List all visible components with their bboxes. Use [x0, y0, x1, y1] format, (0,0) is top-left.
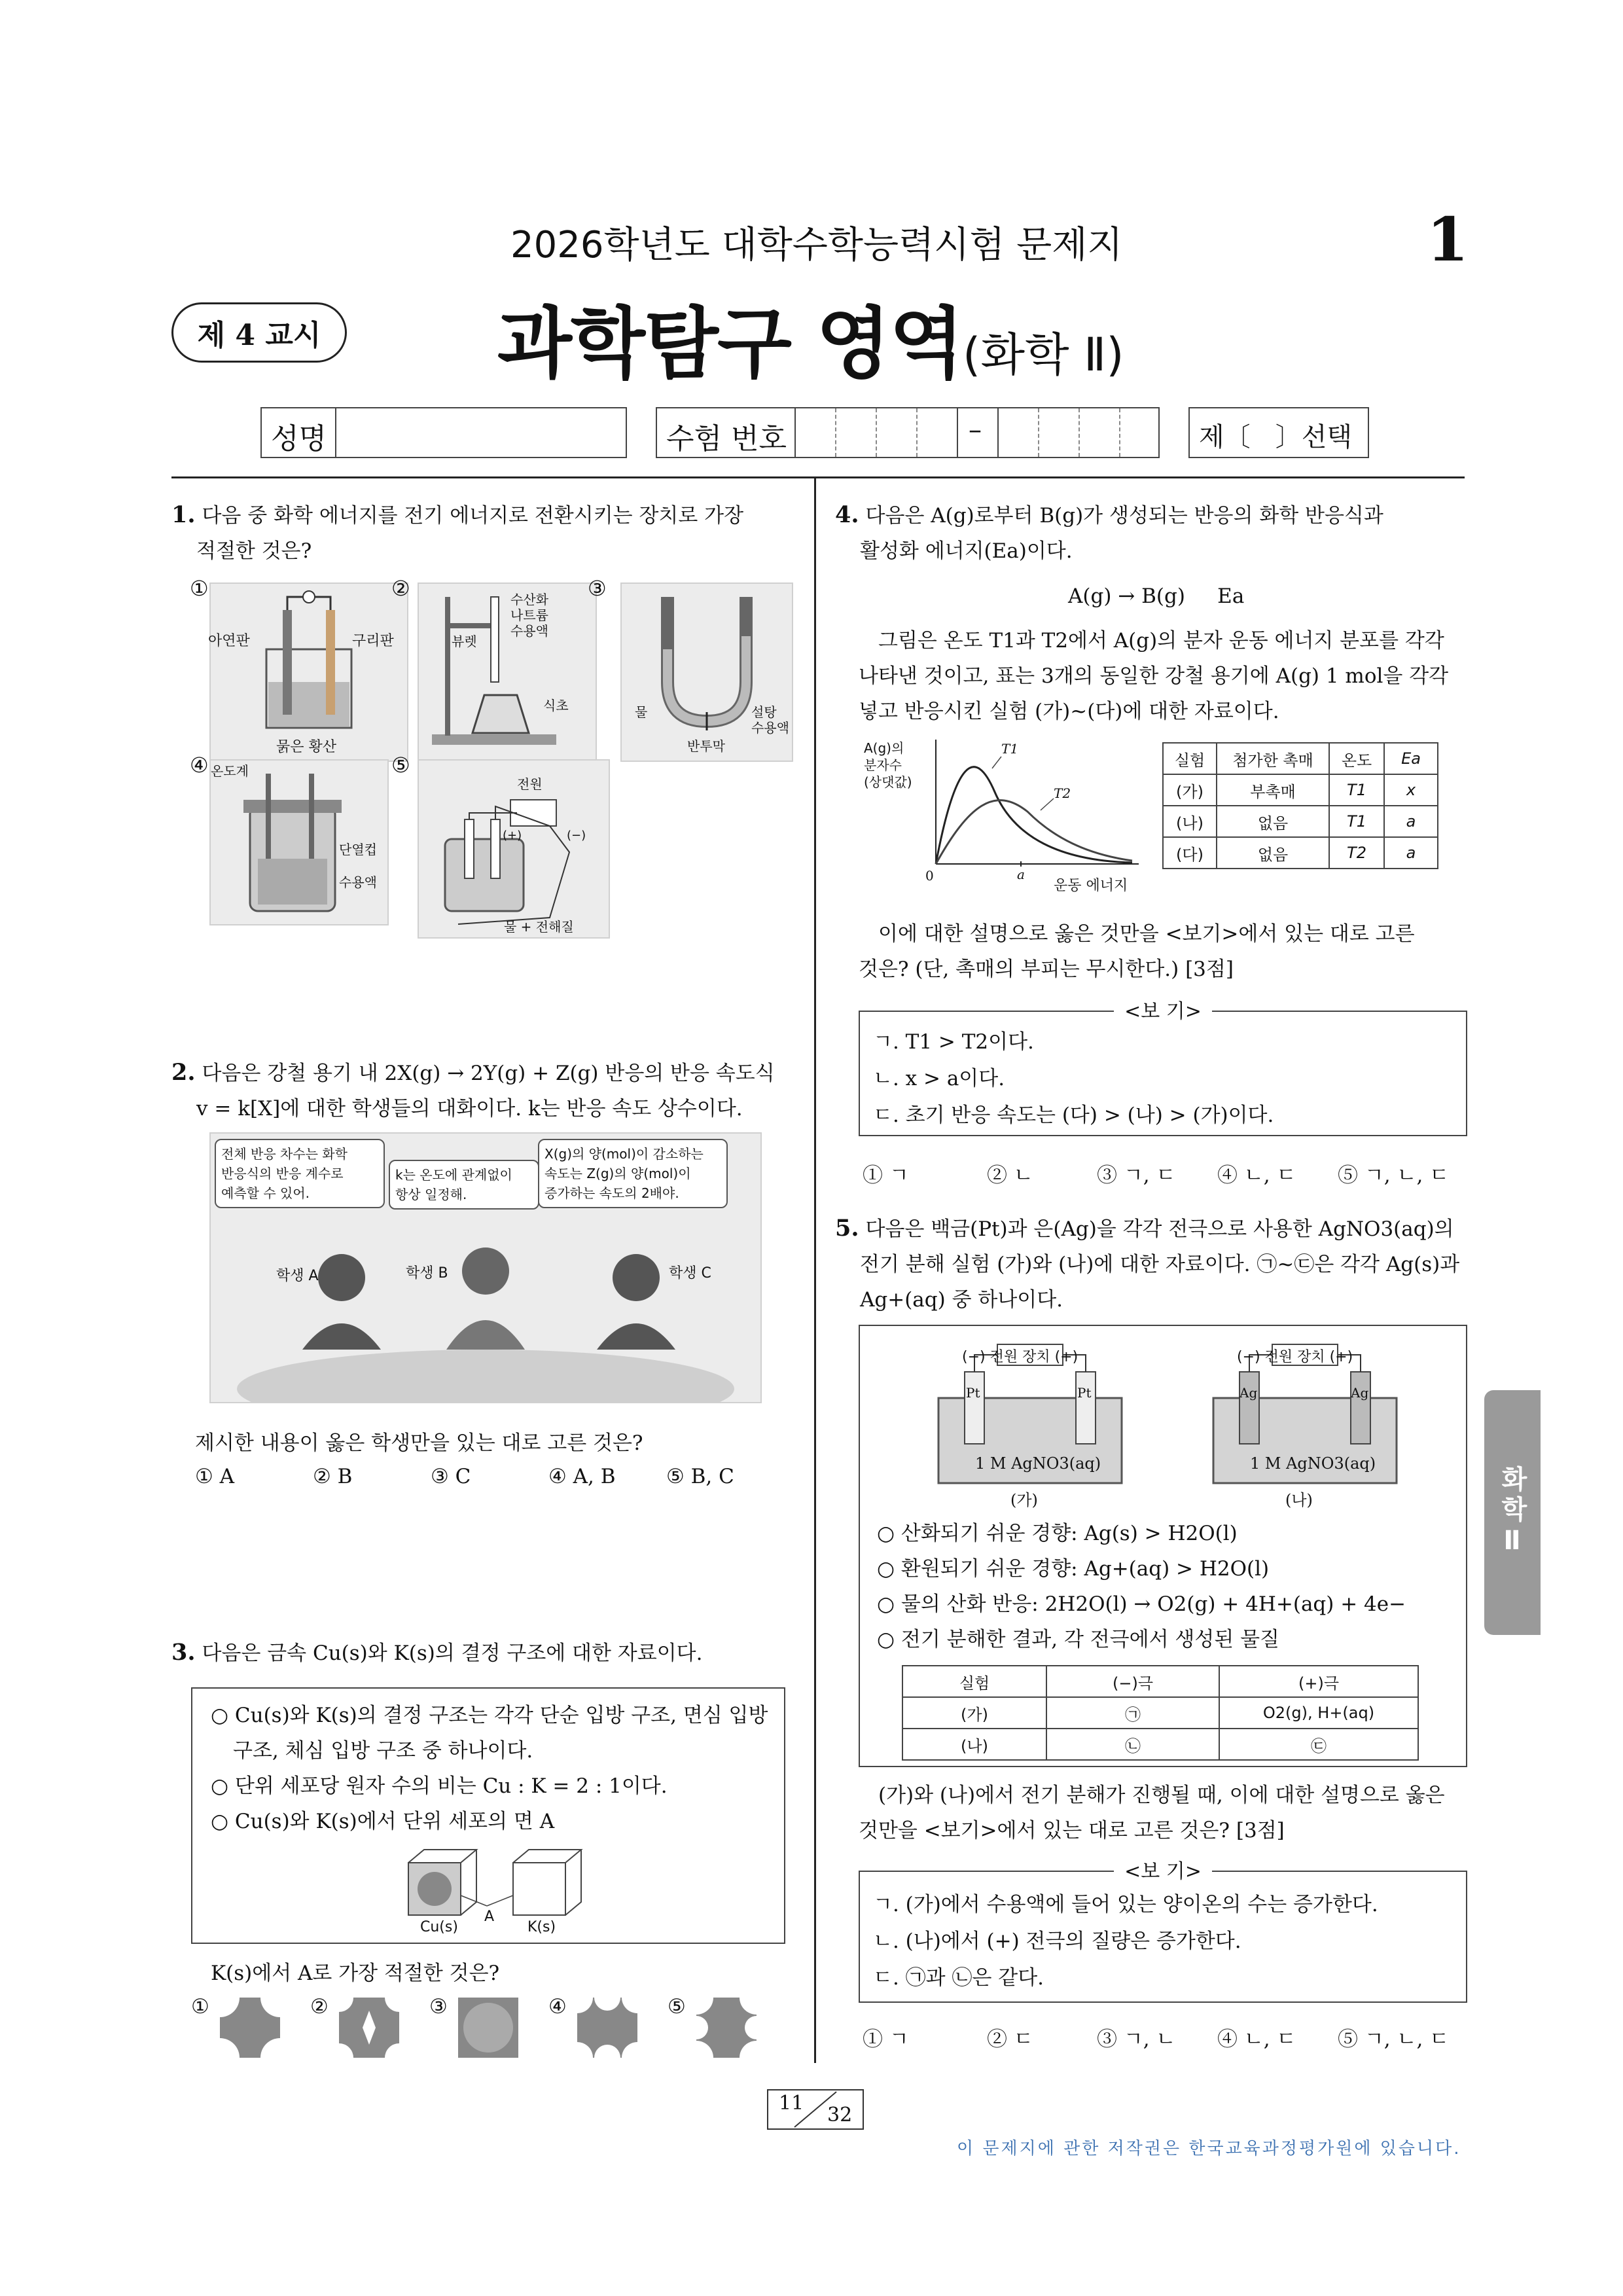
vinegar-label: 식초 [543, 698, 569, 713]
naoh-label-3: 수용액 [510, 623, 548, 639]
q5-question-line1: (가)와 (나)에서 전기 분해가 진행될 때, 이에 대한 설명으로 옳은 [878, 1784, 1445, 1807]
q3-box-line4: ○ Cu(s)와 K(s)에서 단위 세포의 면 A [211, 1810, 555, 1833]
cell-b-power: (−) 전원 장치 (+) [1237, 1349, 1353, 1365]
q5-choice-5[interactable]: ⑤ ㄱ, ㄴ, ㄷ [1338, 2028, 1450, 2051]
q3-choice-4-mark: ④ [548, 1995, 567, 2018]
cube-cu-label: Cu(s) [420, 1919, 458, 1935]
q1-line1: 다음 중 화학 에너지를 전기 에너지로 전환시키는 장치로 가장 [202, 504, 744, 528]
energy-distribution-graph [864, 733, 1152, 903]
zinc-plate-label: 아연판 [208, 633, 250, 649]
q1-option-5-mark: ⑤ [391, 753, 410, 778]
q4-choice-3[interactable]: ③ ㄱ, ㄷ [1097, 1164, 1176, 1187]
thermometer-label: 온도계 [211, 763, 249, 779]
q5-table [902, 1665, 1419, 1761]
power-label: 전원 [517, 776, 543, 792]
q3-choice-1-mark: ① [191, 1995, 209, 2018]
cell-b-solution: 1 M AgNO3(aq) [1250, 1454, 1376, 1473]
q4-choice-2[interactable]: ② ㄴ [987, 1164, 1033, 1187]
q2-choice-5[interactable]: ⑤ B, C [666, 1465, 734, 1488]
q3-data-box [191, 1687, 785, 1944]
q5-choices [863, 2022, 1462, 2052]
q1-option-2-mark: ② [391, 576, 410, 601]
graph-ylabel-3: (상댓값) [864, 774, 912, 790]
q4-choices [863, 1158, 1462, 1188]
subject-title [497, 281, 1124, 393]
q3-box-line1: ○ Cu(s)와 K(s)의 결정 구조는 각각 단순 입방 구조, 면심 입방 [211, 1704, 768, 1727]
electrolysis-figure [418, 759, 610, 939]
q4-th-temp: 온도 [1329, 743, 1384, 774]
q3-choices [191, 1995, 787, 2060]
q5-line2: 전기 분해 실험 (가)와 (나)에 대한 자료이다. ㉠~㉢은 각각 Ag(s)과 [860, 1253, 1460, 1276]
q1-line2: 적절한 것은? [196, 539, 312, 563]
q4-row1-catalyst: 부촉매 [1217, 774, 1329, 806]
bubble-c-line2: 속도는 Z(g)의 양(mol)이 [544, 1166, 691, 1181]
q3-choice-3-mark: ③ [429, 1995, 448, 2018]
water-electrolyte-label: 물 + 전해질 [504, 919, 574, 935]
q2-stem [171, 1055, 800, 1126]
q5-row2-exp: (나) [902, 1729, 1046, 1760]
q5-choice-1[interactable]: ① ㄱ [863, 2028, 909, 2051]
q5-fact-3: ○ 물의 산화 반응: 2H2O(l) → O2(g) + 4H+(aq) + 4e− [877, 1592, 1406, 1616]
bubble-a-line2: 반응식의 반응 계수로 [221, 1166, 344, 1181]
q1-option-4-mark: ④ [190, 753, 209, 778]
q5-line3: Ag+(aq) 중 하나이다. [860, 1288, 1063, 1312]
u-tube-osmosis-figure [620, 583, 793, 762]
dilute-sulfuric-acid-label: 묽은 황산 [276, 739, 337, 755]
student-b-label: 학생 B [406, 1265, 448, 1282]
q5-bogi-box [859, 1860, 1467, 2003]
titration-figure [418, 583, 597, 762]
face-option-1-icon [220, 1998, 280, 2058]
q4-row3-catalyst: 없음 [1217, 837, 1329, 869]
bubble-b-line1: k는 온도에 관계없이 [395, 1167, 512, 1183]
q2-line2: v = k[X]에 대한 학생들의 대화이다. k는 반응 속도 상수이다. [196, 1097, 743, 1121]
choice-label: 제〔 〕선택 [1199, 422, 1353, 452]
exam-number-label: 수험 번호 [666, 422, 787, 456]
q4-question [859, 916, 1467, 987]
q3-box-line3: ○ 단위 세포당 원자 수의 비는 Cu : K = 2 : 1이다. [211, 1774, 668, 1798]
q2-choice-4[interactable]: ④ A, B [548, 1465, 616, 1488]
q5-row1-exp: (가) [902, 1697, 1046, 1729]
q5-fact-1: ○ 산화되기 쉬운 경향: Ag(s) > H2O(l) [877, 1522, 1238, 1545]
cell-a-electrode-right: Pt [1077, 1385, 1092, 1401]
q2-choice-3[interactable]: ③ C [431, 1465, 471, 1488]
cell-b-figure [1200, 1339, 1410, 1509]
q5-choice-2[interactable]: ② ㄷ [987, 2028, 1033, 2051]
plus-terminal-label: (+) [503, 829, 522, 842]
column-divider [814, 478, 816, 2063]
q5-bogi-3: ㄷ. ㉠과 ㉡은 같다. [873, 1966, 1044, 1990]
q5-bogi-2: ㄴ. (나)에서 (+) 전극의 질량은 증가한다. [873, 1929, 1241, 1953]
q4-number: 4. [835, 501, 859, 528]
q3-choice-2-mark: ② [310, 1995, 329, 2018]
q4-choice-5[interactable]: ⑤ ㄱ, ㄴ, ㄷ [1338, 1164, 1450, 1187]
q2-choice-1[interactable]: ① A [195, 1465, 235, 1488]
q4-bogi-1: ㄱ. T1 > T2이다. [873, 1030, 1034, 1054]
q5-row2-cathode: ㉡ [1046, 1729, 1219, 1760]
q2-number: 2. [171, 1059, 196, 1086]
session-label: 제 4 교시 [197, 319, 321, 352]
curve-t2-label: T2 [1054, 785, 1071, 801]
q4-row2-ea: a [1384, 806, 1438, 837]
naoh-label-2: 나트륨 [510, 607, 548, 623]
q5-question-line2: 것만을 <보기>에서 있는 대로 고른 것은? [3점] [859, 1819, 1285, 1842]
q4-question-line1: 이에 대한 설명으로 옳은 것만을 <보기>에서 있는 대로 고른 [878, 922, 1415, 946]
calorimeter-figure [209, 759, 389, 925]
face-option-4-icon [577, 1998, 637, 2058]
page-mark: 1 [1427, 204, 1469, 275]
q5-number: 5. [835, 1215, 859, 1242]
q4-stem [835, 497, 1463, 569]
q2-choices [195, 1465, 771, 1488]
bubble-a-line3: 예측할 수 있어. [221, 1185, 310, 1201]
copper-plate-label: 구리판 [352, 633, 394, 649]
cell-a-figure [925, 1339, 1135, 1509]
q5-row1-cathode: ㉠ [1046, 1697, 1219, 1729]
q5-question [859, 1778, 1467, 1848]
cube-k-label: K(s) [527, 1919, 556, 1935]
exam-number-dash: – [969, 415, 982, 445]
cell-a-solution: 1 M AgNO3(aq) [975, 1454, 1101, 1473]
q1-option-1[interactable] [190, 576, 394, 759]
cell-a-label: (가) [1010, 1491, 1038, 1509]
q1-option-4[interactable] [190, 753, 386, 923]
q5-fact-2: ○ 환원되기 쉬운 경향: Ag+(aq) > H2O(l) [877, 1557, 1270, 1581]
q5-fact-4: ○ 전기 분해한 결과, 각 전극에서 생성된 물질 [877, 1628, 1279, 1651]
q4-th-catalyst: 첨가한 촉매 [1217, 743, 1329, 774]
q5-th-cathode: (−)극 [1046, 1666, 1219, 1697]
minus-terminal-label: (−) [567, 829, 586, 842]
q5-row1-anode: O2(g), H+(aq) [1219, 1697, 1418, 1729]
membrane-label: 반투막 [687, 738, 725, 754]
burette-label: 뷰렛 [452, 634, 477, 649]
exam-number-field[interactable] [656, 407, 1160, 458]
graph-a-tick: a [1017, 867, 1025, 882]
q4-row1-exp: (가) [1163, 774, 1217, 806]
insulated-cup-label: 단열컵 [339, 842, 377, 857]
subject-side-tab [1484, 1390, 1541, 1635]
q4-bogi-box [859, 1000, 1467, 1136]
choice-field[interactable] [1188, 407, 1369, 458]
q4-para-line2: 나타낸 것이고, 표는 3개의 동일한 강철 용기에 A(g) 1 mol을 각각 [859, 664, 1449, 688]
q4-row3-exp: (다) [1163, 837, 1217, 869]
q3-question: K(s)에서 A로 가장 적절한 것은? [211, 1962, 500, 1985]
q1-option-1-mark: ① [190, 576, 209, 601]
q5-bogi-title: <보 기> [1114, 1860, 1212, 1883]
graph-ylabel-2: 분자수 [864, 757, 902, 773]
header-rule [171, 476, 1465, 478]
q4-th-exp: 실험 [1163, 743, 1217, 774]
q2-line1: 다음은 강철 용기 내 2X(g) → 2Y(g) + Z(g) 반응의 반응 속도식 [202, 1062, 775, 1085]
q3-box-line2: 구조, 체심 입방 구조 중 하나이다. [233, 1739, 533, 1763]
q1-option-3[interactable] [588, 576, 804, 759]
student-c-label: 학생 C [669, 1265, 711, 1282]
curve-t1-label: T1 [1001, 741, 1019, 757]
face-option-2-icon [339, 1998, 399, 2058]
q4-para-line1: 그림은 온도 T1과 T2에서 A(g)의 분자 운동 에너지 분포를 각각 [878, 629, 1444, 653]
q5-stem [835, 1211, 1463, 1318]
q1-number: 1. [171, 501, 196, 528]
q4-line1: 다음은 A(g)로부터 B(g)가 생성되는 반응의 화학 반응식과 [865, 504, 1383, 528]
q4-line2: 활성화 에너지(Ea)이다. [860, 539, 1073, 563]
q4-choice-4[interactable]: ④ ㄴ, ㄷ [1217, 1164, 1296, 1187]
cell-b-label: (나) [1285, 1491, 1313, 1509]
q4-row2-catalyst: 없음 [1217, 806, 1329, 837]
q4-bogi-2: ㄴ. x > a이다. [873, 1067, 1005, 1090]
session-badge [171, 302, 347, 363]
q5-line1: 다음은 백금(Pt)과 은(Ag)을 각각 전극으로 사용한 AgNO3(aq)의 [865, 1217, 1454, 1241]
student-dialogue-figure [209, 1132, 762, 1403]
q4-row1-ea: x [1384, 774, 1438, 806]
q1-option-2[interactable] [391, 576, 594, 759]
bubble-b-line2: 항상 일정해. [395, 1187, 467, 1202]
q3-choice-2[interactable] [310, 1995, 329, 2018]
q5-choice-4[interactable]: ④ ㄴ, ㄷ [1217, 2028, 1296, 2051]
face-option-5-icon [696, 1998, 757, 2058]
exam-title: 2026학년도 대학수학능력시험 문제지 [510, 224, 1123, 266]
q4-paragraph [859, 623, 1467, 729]
name-label: 성명 [271, 422, 327, 456]
q5-row2-anode: ㉢ [1219, 1729, 1418, 1760]
q4-row3-ea: a [1384, 837, 1438, 869]
subject-side-tab-label: 화학Ⅱ [1497, 1465, 1527, 1560]
q2-question: 제시한 내용이 옳은 학생만을 있는 대로 고른 것은? [195, 1431, 643, 1455]
bubble-c-line1: X(g)의 양(mol)이 감소하는 [544, 1146, 704, 1162]
q4-row2-exp: (나) [1163, 806, 1217, 837]
q5-th-anode: (+)극 [1219, 1666, 1418, 1697]
q4-para-line3: 넣고 반응시킨 실험 (가)~(다)에 대한 자료이다. [859, 700, 1279, 723]
cube-a-label: A [484, 1909, 495, 1925]
q4-row3-temp: T2 [1329, 837, 1384, 869]
page-number-current: 11 [779, 2092, 804, 2115]
q5-th-exp: 실험 [902, 1666, 1046, 1697]
q4-equation: A(g) → B(g) Ea [1068, 584, 1245, 608]
q3-stem [171, 1635, 702, 1671]
galvanic-cell-figure [209, 583, 408, 762]
subject-sub: (화학 Ⅱ) [963, 328, 1124, 382]
q4-row1-temp: T1 [1329, 774, 1384, 806]
student-a-label: 학생 A [276, 1268, 319, 1284]
cell-b-electrode-left: Ag [1240, 1385, 1258, 1401]
naoh-label-1: 수산화 [510, 592, 548, 607]
q2-choice-2[interactable]: ② B [313, 1465, 353, 1488]
cell-b-electrode-right: Ag [1351, 1385, 1369, 1401]
name-field[interactable] [260, 407, 627, 458]
q5-bogi-1: ㄱ. (가)에서 수용액에 들어 있는 양이온의 수는 증가한다. [873, 1893, 1378, 1916]
page-number-box [767, 2089, 864, 2130]
q3-choice-5-mark: ⑤ [668, 1995, 686, 2018]
q4-bogi-3: ㄷ. 초기 반응 속도는 (다) > (나) > (가)이다. [873, 1103, 1274, 1127]
q4-choice-1[interactable]: ① ㄱ [863, 1164, 909, 1187]
solution-label: 수용액 [339, 874, 377, 890]
q5-data-box [859, 1325, 1467, 1767]
q4-table [1162, 742, 1438, 869]
face-option-3-icon [458, 1998, 518, 2058]
cell-a-power: (−) 전원 장치 (+) [962, 1349, 1079, 1365]
copyright-notice: 이 문제지에 관한 저작권은 한국교육과정평가원에 있습니다. [957, 2139, 1461, 2159]
graph-ylabel-1: A(g)의 [864, 740, 904, 756]
q3-choice-3[interactable] [429, 1995, 448, 2018]
q3-choice-1[interactable] [191, 1995, 209, 2018]
graph-origin: 0 [925, 868, 934, 884]
q4-th-ea: Ea [1384, 743, 1438, 774]
graph-xlabel: 운동 에너지 [1054, 878, 1128, 894]
q1-option-3-mark: ③ [588, 576, 607, 601]
subject-main: 과학탐구 영역 [497, 298, 963, 389]
q3-number: 3. [171, 1639, 196, 1666]
cell-a-electrode-left: Pt [966, 1385, 980, 1401]
water-label: 물 [635, 704, 648, 720]
q1-stem [171, 497, 800, 569]
bubble-a-line1: 전체 반응 차수는 화학 [221, 1146, 348, 1162]
q3-choice-4[interactable] [548, 1995, 567, 2018]
page-number-total: 32 [827, 2104, 853, 2126]
q4-bogi-title: <보 기> [1114, 1000, 1212, 1023]
q3-line1: 다음은 금속 Cu(s)와 K(s)의 결정 구조에 대한 자료이다. [202, 1641, 703, 1665]
sugar-label: 설탕 [751, 704, 777, 720]
q1-option-5[interactable] [391, 753, 607, 936]
q4-row2-temp: T1 [1329, 806, 1384, 837]
sugar-solution-label: 수용액 [751, 720, 789, 736]
q4-question-line2: 것은? (단, 촉매의 부피는 무시한다.) [3점] [859, 958, 1234, 981]
q5-choice-3[interactable]: ③ ㄱ, ㄴ [1097, 2028, 1176, 2051]
q3-choice-5[interactable] [668, 1995, 686, 2018]
bubble-c-line3: 증가하는 속도의 2배야. [544, 1185, 679, 1201]
